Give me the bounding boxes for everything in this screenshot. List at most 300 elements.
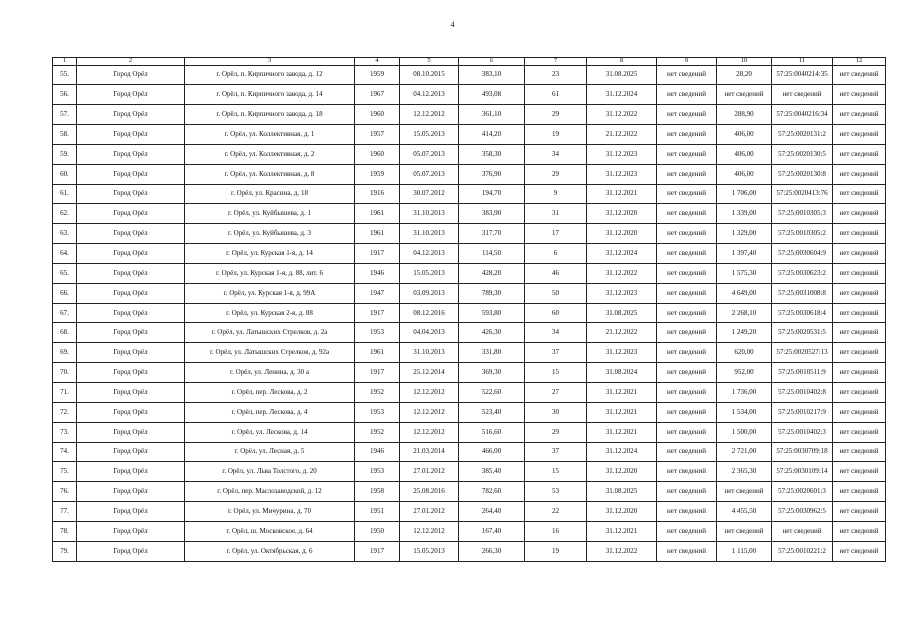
cadastral-number-cell: 57:25:0010511:9 <box>772 363 833 383</box>
resettlement-deadline-cell: 31.12.2022 <box>587 541 657 561</box>
table-row <box>53 184 886 204</box>
note-cell: нет сведений <box>657 383 717 403</box>
year-built-cell: 1967 <box>355 85 400 105</box>
resettlement-deadline-cell: 31.12.2023 <box>587 283 657 303</box>
row-number-cell: 67. <box>53 303 77 323</box>
survey-date-cell: 03.09.2013 <box>400 283 459 303</box>
municipality-cell: Город Орёл <box>77 184 185 204</box>
address-cell: г. Орёл, ул. Красина, д. 18 <box>185 184 355 204</box>
survey-date-cell: 08.12.2016 <box>400 303 459 323</box>
cadastral-number-cell: 57:25:0020413:76 <box>772 184 833 204</box>
year-built-cell: 1950 <box>355 521 400 541</box>
resettlement-deadline-cell: 31.12.2021 <box>587 422 657 442</box>
table-row <box>53 144 886 164</box>
row-number-cell: 63. <box>53 224 77 244</box>
address-cell: г. Орёл, ул. Октябрьская, д. 6 <box>185 541 355 561</box>
total-area-cell: 493,08 <box>459 85 525 105</box>
municipality-cell: Город Орёл <box>77 502 185 522</box>
resettlement-deadline-cell: 31.12.2023 <box>587 144 657 164</box>
survey-date-cell: 12.12.2012 <box>400 105 459 125</box>
address-cell: г. Орёл, ул. Лесная, д. 5 <box>185 442 355 462</box>
row-number-cell: 71. <box>53 383 77 403</box>
address-cell: г. Орёл, ул. Латышских Стрелков, д. 2а <box>185 323 355 343</box>
status-cell: нет сведений <box>833 363 886 383</box>
residents-cell: 61 <box>525 85 587 105</box>
resettlement-deadline-cell: 31.08.2025 <box>587 482 657 502</box>
year-built-cell: 1952 <box>355 383 400 403</box>
survey-date-cell: 12.12.2012 <box>400 402 459 422</box>
status-cell: нет сведений <box>833 502 886 522</box>
note-cell: нет сведений <box>657 184 717 204</box>
residents-cell: 27 <box>525 383 587 403</box>
cadastral-number-cell: 57:25:0020131:2 <box>772 125 833 145</box>
survey-date-cell: 25.08.2016 <box>400 482 459 502</box>
status-cell: нет сведений <box>833 541 886 561</box>
residents-cell: 23 <box>525 65 587 85</box>
municipality-cell: Город Орёл <box>77 482 185 502</box>
total-area-cell: 361,10 <box>459 105 525 125</box>
residents-cell: 16 <box>525 521 587 541</box>
cadastral-number-cell: 57:25:0020531:5 <box>772 323 833 343</box>
total-area-cell: 789,30 <box>459 283 525 303</box>
year-built-cell: 1946 <box>355 263 400 283</box>
row-number-cell: 68. <box>53 323 77 343</box>
year-built-cell: 1960 <box>355 105 400 125</box>
status-cell: нет сведений <box>833 224 886 244</box>
year-built-cell: 1961 <box>355 224 400 244</box>
total-area-cell: 194,70 <box>459 184 525 204</box>
cadastral-number-cell: 57:25:0040214:35 <box>772 65 833 85</box>
note-cell: нет сведений <box>657 244 717 264</box>
row-number-cell: 58. <box>53 125 77 145</box>
residents-cell: 30 <box>525 402 587 422</box>
table-row <box>53 343 886 363</box>
table-row <box>53 263 886 283</box>
address-cell: г. Орёл, пер. Маслозаводской, д. 12 <box>185 482 355 502</box>
survey-date-cell: 04.12.2013 <box>400 85 459 105</box>
note-cell: нет сведений <box>657 442 717 462</box>
cadastral-number-cell: 57:25:0010305:2 <box>772 224 833 244</box>
cadastral-number-cell: 57:25:0030709:18 <box>772 442 833 462</box>
total-area-cell: 383,10 <box>459 65 525 85</box>
status-cell: нет сведений <box>833 422 886 442</box>
municipality-cell: Город Орёл <box>77 363 185 383</box>
residents-cell: 29 <box>525 105 587 125</box>
residents-cell: 15 <box>525 363 587 383</box>
table-row <box>53 442 886 462</box>
year-built-cell: 1917 <box>355 363 400 383</box>
survey-date-cell: 05.07.2013 <box>400 164 459 184</box>
note-cell: нет сведений <box>657 502 717 522</box>
total-area-cell: 331,80 <box>459 343 525 363</box>
municipality-cell: Город Орёл <box>77 303 185 323</box>
land-area-cell: 1 500,00 <box>717 422 772 442</box>
residents-cell: 37 <box>525 343 587 363</box>
table-row <box>53 125 886 145</box>
resettlement-deadline-cell: 31.08.2024 <box>587 363 657 383</box>
resettlement-deadline-cell: 31.12.2021 <box>587 184 657 204</box>
municipality-cell: Город Орёл <box>77 164 185 184</box>
land-area-cell: 406,00 <box>717 144 772 164</box>
year-built-cell: 1946 <box>355 442 400 462</box>
row-number-cell: 65. <box>53 263 77 283</box>
residents-cell: 37 <box>525 442 587 462</box>
resettlement-deadline-cell: 31.12.2020 <box>587 204 657 224</box>
resettlement-deadline-cell: 21.12.2022 <box>587 323 657 343</box>
status-cell: нет сведений <box>833 144 886 164</box>
address-cell: г. Орёл, п. Кирпичного завода, д. 12 <box>185 65 355 85</box>
cadastral-number-cell: 57:25:0010217:9 <box>772 402 833 422</box>
resettlement-deadline-cell: 31.12.2021 <box>587 521 657 541</box>
status-cell: нет сведений <box>833 125 886 145</box>
survey-date-cell: 12.12.2012 <box>400 383 459 403</box>
cadastral-number-cell: 57:25:0030623:2 <box>772 263 833 283</box>
total-area-cell: 358,30 <box>459 144 525 164</box>
residents-cell: 46 <box>525 263 587 283</box>
land-area-cell: 1 575,30 <box>717 263 772 283</box>
note-cell: нет сведений <box>657 521 717 541</box>
residents-cell: 15 <box>525 462 587 482</box>
status-cell: нет сведений <box>833 65 886 85</box>
column-header-10: 10 <box>717 58 772 66</box>
status-cell: нет сведений <box>833 303 886 323</box>
total-area-cell: 516,60 <box>459 422 525 442</box>
table-row <box>53 502 886 522</box>
address-cell: г. Орёл, пер. Лескова, д. 4 <box>185 402 355 422</box>
total-area-cell: 376,90 <box>459 164 525 184</box>
resettlement-deadline-cell: 31.12.2024 <box>587 85 657 105</box>
note-cell: нет сведений <box>657 263 717 283</box>
total-area-cell: 383,90 <box>459 204 525 224</box>
row-number-cell: 62. <box>53 204 77 224</box>
survey-date-cell: 15.05.2013 <box>400 541 459 561</box>
year-built-cell: 1916 <box>355 184 400 204</box>
address-cell: г. Орёл, ул. Куйбышева, д. 1 <box>185 204 355 224</box>
total-area-cell: 522,60 <box>459 383 525 403</box>
status-cell: нет сведений <box>833 184 886 204</box>
cadastral-number-cell: 57:25:0010221:2 <box>772 541 833 561</box>
cadastral-number-cell: 57:25:0010402:3 <box>772 422 833 442</box>
status-cell: нет сведений <box>833 283 886 303</box>
address-cell: г. Орёл, п. Кирпичного завода, д. 18 <box>185 105 355 125</box>
column-header-1: 1 <box>53 58 77 66</box>
cadastral-number-cell: 57:25:0030109:14 <box>772 462 833 482</box>
total-area-cell: 167,40 <box>459 521 525 541</box>
year-built-cell: 1961 <box>355 343 400 363</box>
row-number-cell: 79. <box>53 541 77 561</box>
total-area-cell: 466,00 <box>459 442 525 462</box>
row-number-cell: 61. <box>53 184 77 204</box>
year-built-cell: 1952 <box>355 422 400 442</box>
resettlement-deadline-cell: 31.12.2021 <box>587 402 657 422</box>
survey-date-cell: 31.10.2013 <box>400 224 459 244</box>
cadastral-number-cell: 57:25:0031008:8 <box>772 283 833 303</box>
status-cell: нет сведений <box>833 402 886 422</box>
address-cell: г. Орёл, ш. Московское, д. 64 <box>185 521 355 541</box>
survey-date-cell: 25.12.2014 <box>400 363 459 383</box>
land-area-cell: 2 365,30 <box>717 462 772 482</box>
municipality-cell: Город Орёл <box>77 402 185 422</box>
status-cell: нет сведений <box>833 105 886 125</box>
page-number: 4 <box>450 20 455 29</box>
note-cell: нет сведений <box>657 85 717 105</box>
land-area-cell: 620,00 <box>717 343 772 363</box>
residents-cell: 34 <box>525 323 587 343</box>
year-built-cell: 1953 <box>355 462 400 482</box>
year-built-cell: 1917 <box>355 244 400 264</box>
row-number-cell: 78. <box>53 521 77 541</box>
total-area-cell: 114,50 <box>459 244 525 264</box>
survey-date-cell: 31.10.2013 <box>400 343 459 363</box>
survey-date-cell: 21.03.2014 <box>400 442 459 462</box>
resettlement-deadline-cell: 31.12.2024 <box>587 442 657 462</box>
land-area-cell: 1 736,00 <box>717 383 772 403</box>
cadastral-number-cell: нет сведений <box>772 521 833 541</box>
land-area-cell: 4 455,50 <box>717 502 772 522</box>
note-cell: нет сведений <box>657 343 717 363</box>
status-cell: нет сведений <box>833 164 886 184</box>
total-area-cell: 782,60 <box>459 482 525 502</box>
land-area-cell: 406,00 <box>717 125 772 145</box>
status-cell: нет сведений <box>833 482 886 502</box>
total-area-cell: 264,40 <box>459 502 525 522</box>
cadastral-number-cell: 57:25:0040216:34 <box>772 105 833 125</box>
municipality-cell: Город Орёл <box>77 144 185 164</box>
address-cell: г. Орёл, ул. Латышских Стрелков, д. 92а <box>185 343 355 363</box>
municipality-cell: Город Орёл <box>77 541 185 561</box>
table-row <box>53 383 886 403</box>
note-cell: нет сведений <box>657 541 717 561</box>
table-row <box>53 105 886 125</box>
municipality-cell: Город Орёл <box>77 383 185 403</box>
status-cell: нет сведений <box>833 462 886 482</box>
resettlement-deadline-cell: 31.08.2025 <box>587 303 657 323</box>
status-cell: нет сведений <box>833 442 886 462</box>
table-row <box>53 363 886 383</box>
housing-registry-table <box>52 57 886 562</box>
address-cell: г. Орёл, п. Кирпичного завода, д. 14 <box>185 85 355 105</box>
total-area-cell: 593,80 <box>459 303 525 323</box>
note-cell: нет сведений <box>657 164 717 184</box>
table-body <box>53 65 886 561</box>
note-cell: нет сведений <box>657 125 717 145</box>
address-cell: г. Орёл, ул. Коллективная, д. 8 <box>185 164 355 184</box>
land-area-cell: 406,00 <box>717 164 772 184</box>
survey-date-cell: 15.05.2013 <box>400 263 459 283</box>
row-number-cell: 59. <box>53 144 77 164</box>
land-area-cell: нет сведений <box>717 482 772 502</box>
municipality-cell: Город Орёл <box>77 283 185 303</box>
survey-date-cell: 12.12.2012 <box>400 521 459 541</box>
land-area-cell: 4 649,00 <box>717 283 772 303</box>
table-row <box>53 462 886 482</box>
total-area-cell: 414,20 <box>459 125 525 145</box>
total-area-cell: 428,20 <box>459 263 525 283</box>
residents-cell: 6 <box>525 244 587 264</box>
cadastral-number-cell: 57:25:0010305:3 <box>772 204 833 224</box>
note-cell: нет сведений <box>657 65 717 85</box>
municipality-cell: Город Орёл <box>77 65 185 85</box>
year-built-cell: 1959 <box>355 65 400 85</box>
column-header-2: 2 <box>77 58 185 66</box>
note-cell: нет сведений <box>657 105 717 125</box>
note-cell: нет сведений <box>657 283 717 303</box>
table-header-row <box>53 58 886 66</box>
total-area-cell: 426,30 <box>459 323 525 343</box>
land-area-cell: 2 721,00 <box>717 442 772 462</box>
total-area-cell: 523,40 <box>459 402 525 422</box>
row-number-cell: 74. <box>53 442 77 462</box>
address-cell: г. Орёл, ул. Мичурина, д. 70 <box>185 502 355 522</box>
note-cell: нет сведений <box>657 482 717 502</box>
municipality-cell: Город Орёл <box>77 224 185 244</box>
survey-date-cell: 30.07.2012 <box>400 184 459 204</box>
address-cell: г. Орёл, ул. Курская 1-я, д. 14 <box>185 244 355 264</box>
survey-date-cell: 15.05.2013 <box>400 125 459 145</box>
status-cell: нет сведений <box>833 263 886 283</box>
residents-cell: 29 <box>525 164 587 184</box>
row-number-cell: 76. <box>53 482 77 502</box>
resettlement-deadline-cell: 31.08.2025 <box>587 65 657 85</box>
status-cell: нет сведений <box>833 323 886 343</box>
total-area-cell: 317,70 <box>459 224 525 244</box>
resettlement-deadline-cell: 31.12.2022 <box>587 105 657 125</box>
survey-date-cell: 27.01.2012 <box>400 502 459 522</box>
land-area-cell: 1 249,20 <box>717 323 772 343</box>
table-row <box>53 323 886 343</box>
address-cell: г. Орёл, ул. Курская 2-я, д. 88 <box>185 303 355 323</box>
survey-date-cell: 12.12.2012 <box>400 422 459 442</box>
year-built-cell: 1953 <box>355 402 400 422</box>
year-built-cell: 1917 <box>355 303 400 323</box>
address-cell: г. Орёл, пер. Лескова, д. 2 <box>185 383 355 403</box>
municipality-cell: Город Орёл <box>77 343 185 363</box>
row-number-cell: 75. <box>53 462 77 482</box>
year-built-cell: 1951 <box>355 502 400 522</box>
residents-cell: 9 <box>525 184 587 204</box>
municipality-cell: Город Орёл <box>77 263 185 283</box>
address-cell: г. Орёл, ул. Коллективная, д. 2 <box>185 144 355 164</box>
land-area-cell: 1 534,00 <box>717 402 772 422</box>
resettlement-deadline-cell: 21.12.2022 <box>587 125 657 145</box>
resettlement-deadline-cell: 31.12.2023 <box>587 164 657 184</box>
address-cell: г. Орёл, ул. Курская 1-я, д. 88, лит. 6 <box>185 263 355 283</box>
address-cell: г. Орёл, ул. Ленина, д. 30 а <box>185 363 355 383</box>
year-built-cell: 1961 <box>355 204 400 224</box>
land-area-cell: нет сведений <box>717 521 772 541</box>
row-number-cell: 56. <box>53 85 77 105</box>
residents-cell: 19 <box>525 541 587 561</box>
total-area-cell: 369,30 <box>459 363 525 383</box>
municipality-cell: Город Орёл <box>77 521 185 541</box>
resettlement-deadline-cell: 31.12.2024 <box>587 244 657 264</box>
row-number-cell: 60. <box>53 164 77 184</box>
land-area-cell: 28,20 <box>717 65 772 85</box>
row-number-cell: 66. <box>53 283 77 303</box>
year-built-cell: 1953 <box>355 323 400 343</box>
residents-cell: 60 <box>525 303 587 323</box>
table-row <box>53 204 886 224</box>
column-header-12: 12 <box>833 58 886 66</box>
cadastral-number-cell: 57:25:0020130:5 <box>772 144 833 164</box>
status-cell: нет сведений <box>833 204 886 224</box>
column-header-9: 9 <box>657 58 717 66</box>
cadastral-number-cell: 57:25:0020601:3 <box>772 482 833 502</box>
note-cell: нет сведений <box>657 422 717 442</box>
column-header-8: 8 <box>587 58 657 66</box>
municipality-cell: Город Орёл <box>77 422 185 442</box>
column-header-6: 6 <box>459 58 525 66</box>
residents-cell: 34 <box>525 144 587 164</box>
address-cell: г. Орёл, ул. Льва Толстого, д. 20 <box>185 462 355 482</box>
row-number-cell: 77. <box>53 502 77 522</box>
address-cell: г. Орёл, ул. Лескова, д. 14 <box>185 422 355 442</box>
land-area-cell: 1 706,00 <box>717 184 772 204</box>
cadastral-number-cell: 57:25:0020130:8 <box>772 164 833 184</box>
residents-cell: 17 <box>525 224 587 244</box>
row-number-cell: 70. <box>53 363 77 383</box>
address-cell: г. Орёл, ул. Курская 1-я, д. 99А <box>185 283 355 303</box>
resettlement-deadline-cell: 31.12.2021 <box>587 383 657 403</box>
row-number-cell: 72. <box>53 402 77 422</box>
land-area-cell: 1 329,00 <box>717 224 772 244</box>
column-header-4: 4 <box>355 58 400 66</box>
municipality-cell: Город Орёл <box>77 105 185 125</box>
note-cell: нет сведений <box>657 204 717 224</box>
survey-date-cell: 31.10.2013 <box>400 204 459 224</box>
resettlement-deadline-cell: 31.12.2023 <box>587 343 657 363</box>
resettlement-deadline-cell: 31.12.2022 <box>587 263 657 283</box>
year-built-cell: 1960 <box>355 144 400 164</box>
column-header-7: 7 <box>525 58 587 66</box>
table-row <box>53 224 886 244</box>
table-row <box>53 65 886 85</box>
note-cell: нет сведений <box>657 462 717 482</box>
municipality-cell: Город Орёл <box>77 125 185 145</box>
survey-date-cell: 27.01.2012 <box>400 462 459 482</box>
resettlement-deadline-cell: 31.12.2020 <box>587 462 657 482</box>
status-cell: нет сведений <box>833 343 886 363</box>
table-row <box>53 85 886 105</box>
status-cell: нет сведений <box>833 383 886 403</box>
row-number-cell: 64. <box>53 244 77 264</box>
land-area-cell: 1 115,00 <box>717 541 772 561</box>
column-header-11: 11 <box>772 58 833 66</box>
residents-cell: 29 <box>525 422 587 442</box>
note-cell: нет сведений <box>657 224 717 244</box>
cadastral-number-cell: 57:25:0030618:4 <box>772 303 833 323</box>
residents-cell: 53 <box>525 482 587 502</box>
cadastral-number-cell: нет сведений <box>772 85 833 105</box>
table-row <box>53 422 886 442</box>
land-area-cell: 1 397,40 <box>717 244 772 264</box>
land-area-cell: 288,90 <box>717 105 772 125</box>
land-area-cell: 1 339,00 <box>717 204 772 224</box>
table-row <box>53 244 886 264</box>
table-row <box>53 164 886 184</box>
survey-date-cell: 04.04.2013 <box>400 323 459 343</box>
year-built-cell: 1917 <box>355 541 400 561</box>
status-cell: нет сведений <box>833 244 886 264</box>
total-area-cell: 385,40 <box>459 462 525 482</box>
note-cell: нет сведений <box>657 402 717 422</box>
row-number-cell: 55. <box>53 65 77 85</box>
resettlement-deadline-cell: 31.12.2020 <box>587 224 657 244</box>
municipality-cell: Город Орёл <box>77 442 185 462</box>
survey-date-cell: 05.07.2013 <box>400 144 459 164</box>
land-area-cell: нет сведений <box>717 85 772 105</box>
municipality-cell: Город Орёл <box>77 323 185 343</box>
